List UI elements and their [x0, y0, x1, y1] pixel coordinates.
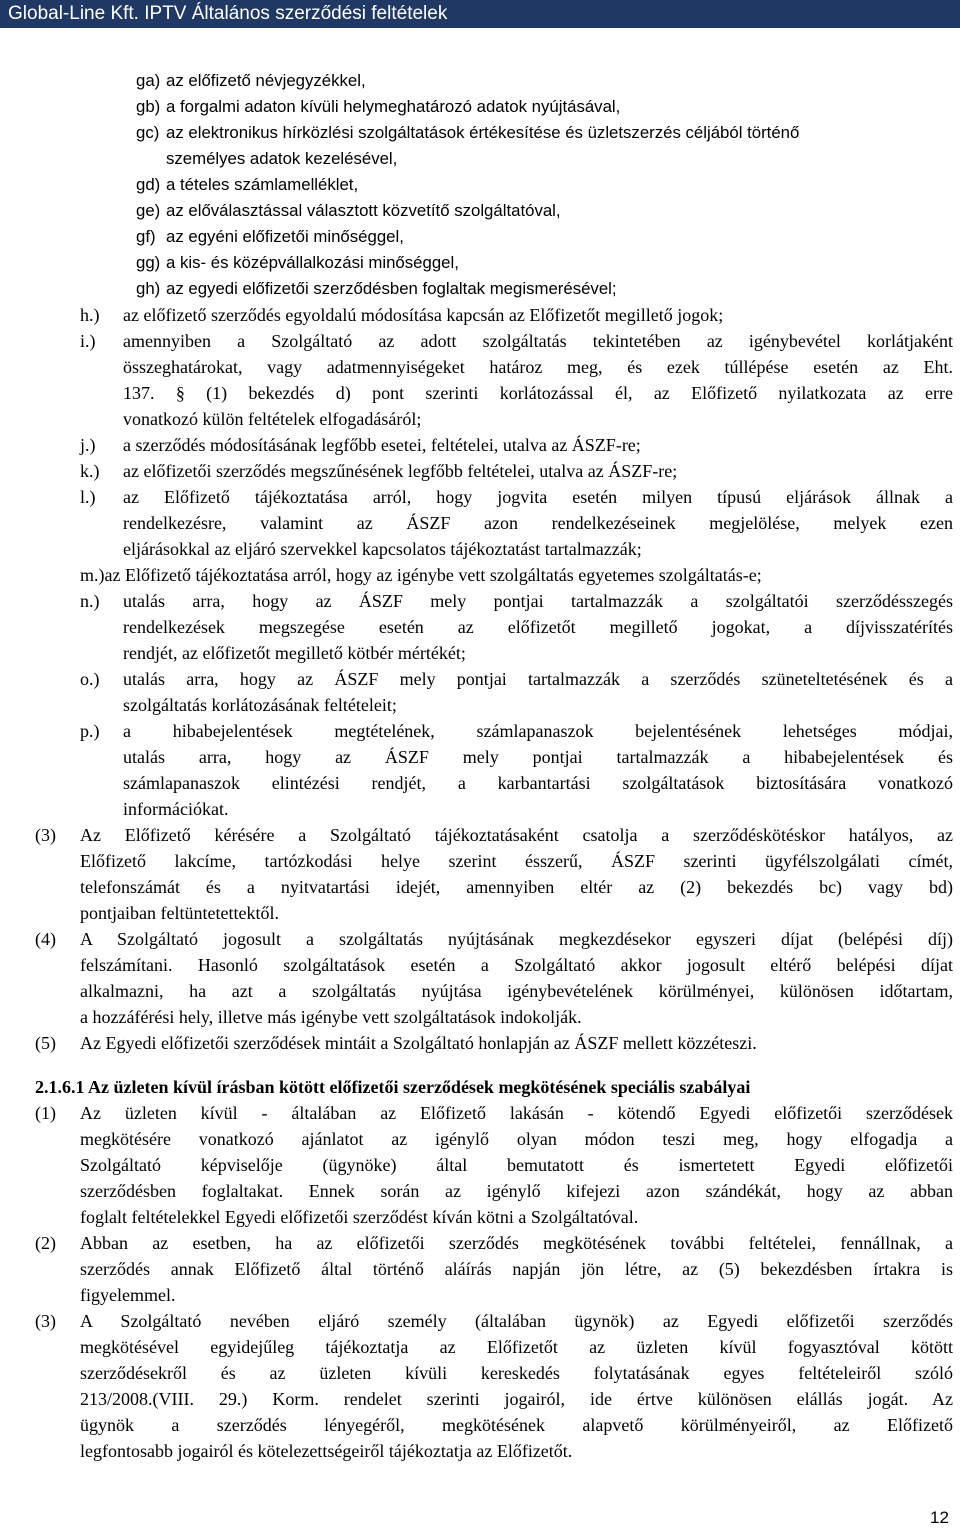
list-marker: gb): [136, 97, 161, 116]
list-item-text: utalás arra, hogy az ÁSZF mely pontjai tartalmazzák a hibabejelentések és: [123, 747, 953, 767]
list-item-text: szolgáltatás korlátozásának feltételeit;: [123, 695, 397, 715]
list-item-text: számlapanaszok elintézési rendjét, a karbantartási szolgáltatások biztosítására vonatkozó: [123, 773, 953, 793]
list-marker: k.): [80, 461, 100, 481]
section-marker: (4): [35, 929, 56, 949]
list-item-text: a szerződés módosításának legfőbb esetei, feltételei, utalva az ÁSZF-re;: [123, 435, 641, 455]
list-marker: l.): [80, 487, 96, 507]
list-marker: gh): [136, 279, 161, 298]
list-item-text: az elektronikus hírközlési szolgáltatások értékesítése és üzletszerzés céljából történő: [166, 123, 800, 142]
list-item-text: a tételes számlamelléklet,: [166, 175, 359, 194]
list-item-text: utalás arra, hogy az ÁSZF mely pontjai tartalmazzák a szolgáltatói szerződésszegés: [123, 591, 953, 611]
list-marker: gd): [136, 175, 161, 194]
list-marker: p.): [80, 721, 100, 741]
paragraph-text: a hozzáférési hely, illetve más igénybe vett szolgáltatások indokolják.: [80, 1007, 582, 1027]
list-item-text: az Előfizető tájékoztatása arról, hogy jogvita esetén milyen típusú eljárások állnak a: [123, 487, 953, 507]
list-item-text: eljárásokkal az eljáró szervekkel kapcsolatos tájékoztatást tartalmazzák;: [123, 539, 642, 559]
list-marker: j.): [80, 435, 96, 455]
page-number: 12: [930, 1508, 949, 1527]
paragraph-text: felszámítani. Hasonló szolgáltatások esetén a Szolgáltató akkor jogosult eltérő belépési díjat: [80, 955, 953, 975]
list-item-text: az előfizető szerződés egyoldalú módosítása kapcsán az Előfizetőt megillető jogok;: [123, 305, 724, 325]
paragraph-text: telefonszámát és a nyitvatartási idejét, amennyiben eltér az (2) bekezdés bc) vagy bd): [80, 877, 953, 897]
list-marker: ge): [136, 201, 161, 220]
list-item-text: vonatkozó külön feltételek elfogadásáról;: [123, 409, 422, 429]
paragraph-text: szerződés annak Előfizető által történő aláírás napján jön létre, az (5) bekezdésben írtakra is: [80, 1259, 953, 1279]
list-marker: h.): [80, 305, 100, 325]
list-item-text: rendelkezésre, valamint az ÁSZF azon rendelkezéseinek megjelölése, melyek ezen: [123, 513, 953, 533]
paragraph-text: Előfizető lakcíme, tartózkodási helye szerint ésszerű, ÁSZF szerinti ügyfélszolgálati címét,: [80, 851, 953, 871]
list-item-text: az egyéni előfizetői minőséggel,: [166, 227, 404, 246]
section-heading: 2.1.6.1 Az üzleten kívül írásban kötött előfizetői szerződések megkötésének speciális szabályai: [35, 1077, 751, 1097]
paragraph-text: A Szolgáltató nevében eljáró személy (általában ügynök) az Egyedi előfizetői szerződés: [80, 1311, 953, 1331]
section-marker: (2): [35, 1233, 56, 1253]
list-item-text: a kis- és középvállalkozási minőséggel,: [166, 253, 459, 272]
list-item-text: rendjét, az előfizetőt megillető kötbér mértékét;: [123, 643, 466, 663]
list-item-text: 137. § (1) bekezdés d) pont szerinti korlátozással él, az Előfizető nyilatkozata az erre: [123, 383, 953, 403]
list-item-text: információkat.: [123, 799, 229, 819]
list-item-text: rendelkezések megszegése esetén az előfizetőt megillető jogokat, a díjvisszatérítés: [123, 617, 953, 637]
document-header: [0, 0, 960, 28]
list-item-text: az egyedi előfizetői szerződésben foglaltak megismerésével;: [166, 279, 617, 298]
list-item-text: az előfizető névjegyzékkel,: [166, 71, 366, 90]
paragraph-text: foglalt feltételekkel Egyedi előfizetői szerződést kíván kötni a Szolgáltatóval.: [80, 1207, 639, 1227]
list-item-text: az előfizetői szerződés megszűnésének legfőbb feltételei, utalva az ÁSZF-re;: [123, 461, 678, 481]
paragraph-text: szerződésekről és az üzleten kívüli kereskedés folytatásának egyes feltételeiről szóló: [80, 1363, 953, 1383]
list-item-text: az előválasztással választott közvetítő szolgáltatóval,: [166, 201, 561, 220]
paragraph-text: alkalmazni, ha azt a szolgáltatás nyújtása igénybevételének körülményei, különösen időtartam,: [80, 981, 953, 1001]
list-marker: o.): [80, 669, 100, 689]
paragraph-text: szerződésben foglaltakat. Ennek során az igénylő kifejezi azon szándékát, hogy az abban: [80, 1181, 953, 1201]
paragraph-text: Abban az esetben, ha az előfizetői szerződés megkötésének további feltételei, fennállnak, a: [80, 1233, 953, 1253]
paragraph-text: Az Egyedi előfizetői szerződések mintáit a Szolgáltató honlapján az ÁSZF mellett közzéteszi.: [80, 1033, 757, 1053]
section-marker: (1): [35, 1103, 56, 1123]
section-marker: (3): [35, 825, 56, 845]
list-item-text: amennyiben a Szolgáltató az adott szolgáltatás tekintetében az igénybevétel korlátjaként: [123, 331, 953, 351]
list-item-text: a hibabejelentések megtételének, számlapanaszok bejelentésének lehetséges módjai,: [123, 721, 953, 741]
paragraph-text: figyelemmel.: [80, 1285, 176, 1305]
list-marker: gg): [136, 253, 161, 272]
list-marker: gc): [136, 123, 160, 142]
list-marker: i.): [80, 331, 96, 351]
list-item-text: a forgalmi adaton kívüli helymeghatározó adatok nyújtásával,: [166, 97, 621, 116]
list-item-text: utalás arra, hogy az ÁSZF mely pontjai tartalmazzák a szerződés szüneteltetésének és a: [123, 669, 953, 689]
paragraph-text: A Szolgáltató jogosult a szolgáltatás nyújtásának megkezdésekor egyszeri díjat (belépési díj): [80, 929, 953, 949]
paragraph-text: megkötésével egyidejűleg tájékoztatja az Előfizetőt az üzleten kívül fogyasztóval kötött: [80, 1337, 953, 1357]
section-marker: (3): [35, 1311, 56, 1331]
paragraph-text: legfontosabb jogairól és kötelezettségeiről tájékoztatja az Előfizetőt.: [80, 1441, 573, 1461]
list-marker: n.): [80, 591, 100, 611]
paragraph-text: ügynök a szerződés lényegéről, megkötésének alapvető körülményeiről, az Előfizető: [80, 1415, 953, 1435]
list-item-text: személyes adatok kezelésével,: [166, 149, 398, 168]
paragraph-text: Az Előfizető kérésére a Szolgáltató tájékoztatásaként csatolja a szerződéskötéskor hatályos, az: [80, 825, 953, 845]
list-item-text: m.)az Előfizető tájékoztatása arról, hogy az igénybe vett szolgáltatás egyetemes szolgáltatás-e;: [80, 565, 762, 585]
paragraph-text: pontjaiban feltüntetettektől.: [80, 903, 279, 923]
paragraph-text: 213/2008.(VIII. 29.) Korm. rendelet szerinti jogairól, ide értve különösen elállás jogát. Az: [80, 1389, 953, 1409]
paragraph-text: Szolgáltató képviselője (ügynöke) által bemutatott és ismertetett Egyedi előfizetői: [80, 1155, 953, 1175]
paragraph-text: Az üzleten kívül - általában az Előfizető lakásán - kötendő Egyedi előfizetői szerződések: [80, 1103, 953, 1123]
paragraph-text: megkötésére vonatkozó ajánlatot az igénylő olyan módon teszi meg, hogy elfogadja a: [80, 1129, 953, 1149]
list-marker: gf): [136, 227, 156, 246]
header-title: Global-Line Kft. IPTV Általános szerződési feltételek: [8, 3, 448, 24]
list-item-text: összeghatárokat, vagy adatmennyiségeket határoz meg, és ezek túllépése esetén az Eht.: [123, 357, 953, 377]
section-marker: (5): [35, 1033, 56, 1053]
list-marker: ga): [136, 71, 161, 90]
